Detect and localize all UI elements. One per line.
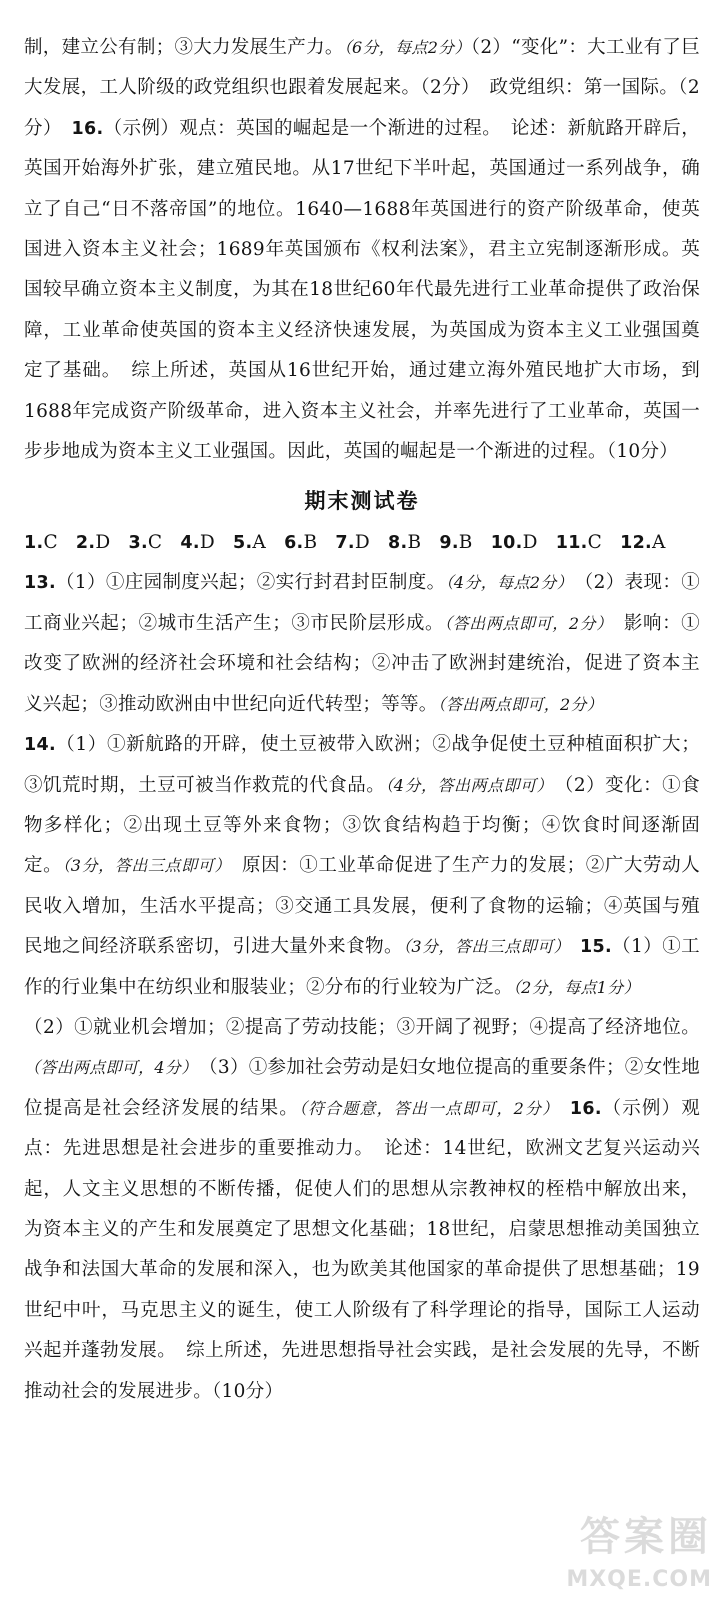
- answer-text: 影响：①改变了欧洲的经济社会环境和社会结构；②冲击了欧洲封建统治，促进了资本主义兴起；③推动欧洲由中世纪向近代转型；等等。: [24, 612, 700, 715]
- answer-page: [24, 28, 700, 1412]
- answer-text: （示例）观点：先进思想是社会进步的重要推动力。 论述：14世纪，欧洲文艺复兴运动兴起，人文主义思想的不断传播，促使人们的思想从宗教神权的桎梏中解放出来，为资本主义的产生和发展奠定了思想文化基础；18世纪，启蒙思想推动美国独立战争和法国大革命的发展和深入，也为欧美其他国家的革命提供了思想基础；19世纪中叶，马克思主义的诞生，使工人阶级有了科学理论的指导，国际工人运动兴起并蓬勃发展。 综上所述，先进思想指导社会实践，是社会发展的先导，不断推动社会的发展进步。（10分）: [24, 1097, 700, 1402]
- answer-block-part1: [24, 28, 700, 472]
- mc-answer-item: [491, 532, 538, 553]
- question-number: 5.: [232, 533, 253, 554]
- answer-text: （2）“变化”：大工业有了巨大发展，工人阶级的政党组织也跟着发展起来。（2分） 政党组织：第一国际。（2分）: [24, 37, 700, 139]
- mc-answer-letter: D: [522, 532, 538, 554]
- answer-text: （1）①新航路的开辟，使土豆被带入欧洲；②战争促使土豆种植面积扩大；③饥荒时期，土豆可被当作救荒的代食品。: [24, 734, 700, 796]
- mc-answer-letter: A: [252, 532, 267, 554]
- watermark-url: MXQE.COM: [566, 1567, 712, 1592]
- mc-answer-item: [335, 532, 370, 553]
- score-note: （3分，答出三点即可）: [402, 937, 563, 957]
- score-note: （答出两点即可，4分）: [24, 1058, 190, 1078]
- multiple-choice-answers: [24, 523, 700, 563]
- question-number: 8.: [388, 533, 408, 554]
- mc-answer-letter: B: [407, 532, 422, 554]
- mc-answer-letter: C: [587, 532, 603, 554]
- question-number: 14.: [24, 735, 56, 756]
- mc-answer-item: [233, 532, 266, 553]
- question-number: 3.: [128, 533, 148, 554]
- mc-answer-item: [24, 532, 58, 553]
- answer-text: （1）①庄园制度兴起；②实行封君封臣制度。: [55, 572, 446, 594]
- mc-answer-letter: D: [354, 532, 370, 554]
- question-number: 7.: [335, 533, 355, 554]
- answer-text: （1）①工作的行业集中在纺织业和服装业；②分布的行业较为广泛。: [24, 936, 700, 998]
- mc-answer-letter: C: [43, 532, 58, 554]
- answer-text: 制，建立公有制；③大力发展生产力。: [24, 37, 344, 58]
- question-number: 1.: [24, 533, 44, 554]
- answer-text: （2）①就业机会增加；②提高了劳动技能；③开阔了视野；④提高了经济地位。: [24, 1016, 700, 1038]
- score-note: （答出两点即可，2分）: [437, 694, 604, 714]
- question-number: 16.: [71, 118, 104, 139]
- answer-text: （3）①参加社会劳动是妇女地位提高的重要条件；②女性地位提高是社会经济发展的结果。: [24, 1057, 700, 1119]
- question-number: 9.: [439, 533, 459, 554]
- section-title: 期末测试卷: [304, 489, 420, 514]
- mc-answer-item: [180, 532, 215, 553]
- question-number: 10.: [490, 533, 523, 554]
- question-number: 12.: [620, 533, 653, 554]
- score-note: （6分，每点2分）: [343, 38, 471, 57]
- question-number: 13.: [24, 573, 56, 594]
- question-number: 2.: [75, 533, 96, 554]
- question-number: 16.: [551, 1098, 602, 1119]
- score-note: （4分，每点2分）: [445, 573, 566, 593]
- answer-text: （示例）观点：英国的崛起是一个渐进的过程。 论述：新航路开辟后，英国开始海外扩张，建立殖民地。从17世纪下半叶起，英国通过一系列战争，确立了自己“日不落帝国”的地位。1640—1688年英国进行的资产阶级革命，使英国进入资本主义社会；1689年英国颁布《权利法案》，君主立宪制逐渐形成。英国较早确立资本主义制度，为其在18世纪60年代最先进行工业革命提供了政治保障，工业革命使英国的资本主义经济快速发展，为英国成为资本主义工业强国奠定了基础。 综上所述，英国从16世纪开始，通过建立海外殖民地扩大市场，到1688年完成资产阶级革命，进入资本主义社会，并率先进行了工业革命，英国一步步地成为资本主义工业强国。因此，英国的崛起是一个渐进的过程。（10分）: [24, 117, 700, 463]
- watermark-logo: 答案圈: [580, 1514, 712, 1560]
- mc-answer-item: [128, 532, 162, 553]
- mc-answer-item: [620, 532, 666, 553]
- mc-answer-letter: B: [303, 532, 318, 554]
- mc-answer-item: [439, 532, 472, 553]
- mc-answer-letter: A: [652, 532, 666, 554]
- score-note: （3分，答出三点即可）: [62, 856, 223, 876]
- question-number: 4.: [180, 533, 200, 554]
- question-number: 6.: [284, 533, 304, 554]
- question-number: 11.: [555, 533, 588, 554]
- mc-answer-letter: D: [199, 532, 215, 554]
- watermark: [512, 1514, 712, 1592]
- mc-answer-letter: B: [458, 532, 473, 554]
- score-note: （符合题意，答出一点即可，2分）: [298, 1098, 552, 1118]
- mc-answer-letter: D: [95, 532, 111, 554]
- mc-answer-item: [388, 532, 421, 553]
- score-note: （2分，每点1分）: [512, 977, 640, 997]
- answer-text: （2）变化：①食物多样化；②出现土豆等外来食物；③饮食结构趋于均衡；④饮食时间逐渐固定。: [24, 774, 701, 877]
- score-note: （4分，答出两点即可）: [385, 775, 546, 795]
- mc-answer-item: [556, 532, 602, 553]
- answer-block-q14-16: [24, 725, 700, 1412]
- answer-block-q13: [24, 563, 700, 725]
- answer-text: 原因：①工业革命促进了生产力的发展；②广大劳动人民收入增加，生活水平提高；③交通工具发展，便利了食物的运输；④英国与殖民地之间经济联系密切，引进大量外来食物。: [24, 855, 700, 958]
- question-number: 15.: [562, 937, 612, 958]
- score-note: （答出两点即可，2分）: [444, 613, 605, 633]
- answer-text: （2）表现：①工商业兴起；②城市生活产生；③市民阶层形成。: [24, 572, 701, 634]
- mc-answer-letter: C: [147, 532, 163, 554]
- mc-answer-item: [76, 532, 111, 553]
- mc-answer-item: [284, 532, 317, 553]
